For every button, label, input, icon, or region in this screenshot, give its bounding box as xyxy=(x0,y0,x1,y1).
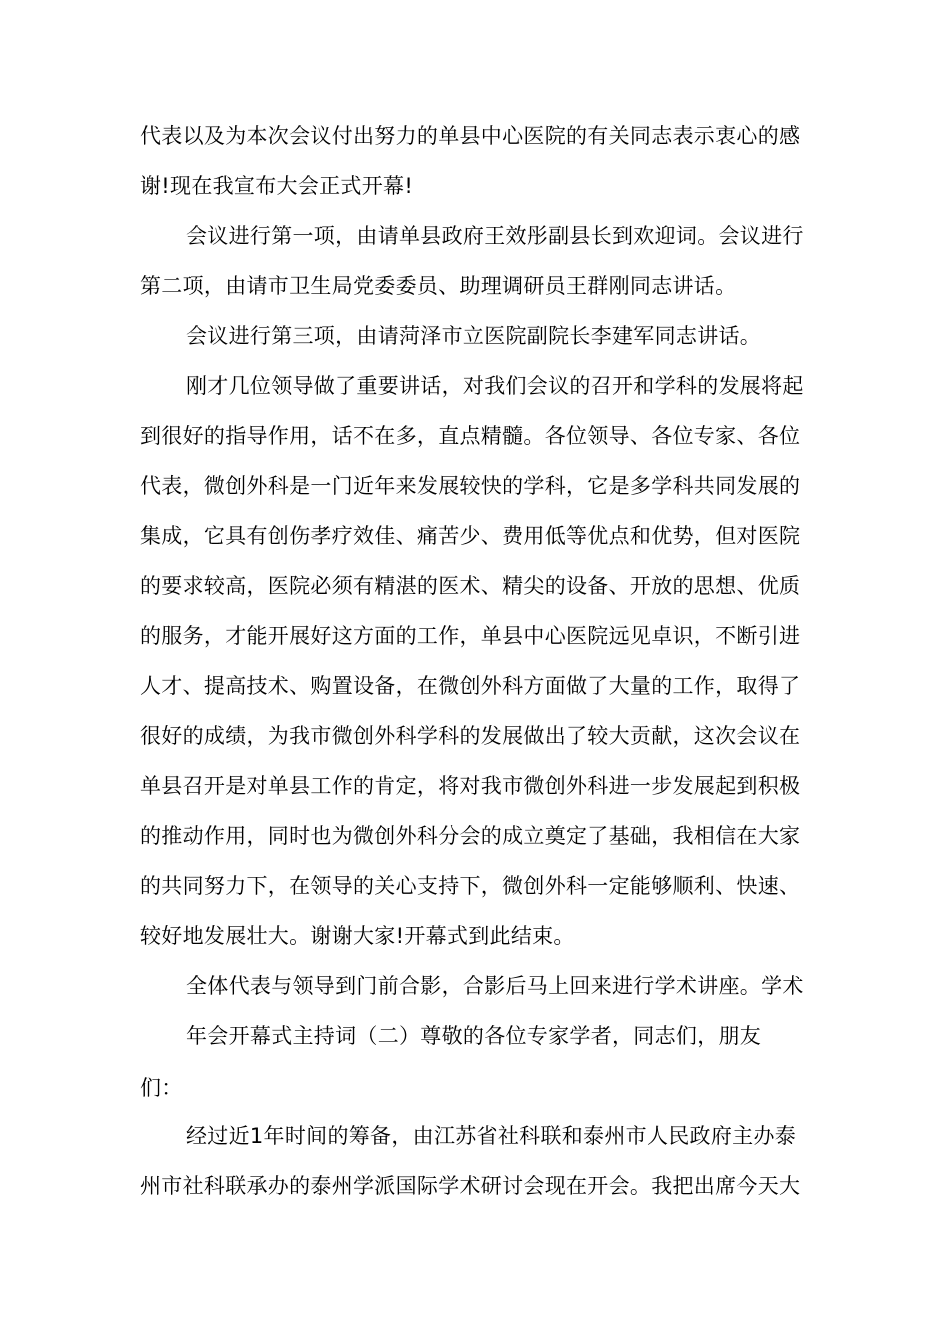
text-line-7: 到很好的指导作用，话不在多，直点精髓。各位领导、各位专家、各位 xyxy=(140,424,801,448)
text-line-9: 集成，它具有创伤孝疗效佳、痛苦少、费用低等优点和优势，但对医院 xyxy=(140,524,801,548)
text-line-15: 的推动作用，同时也为微创外科分会的成立奠定了基础，我相信在大家 xyxy=(140,824,801,848)
text-line-10: 的要求较高，医院必须有精湛的医术、精尖的设备、开放的思想、优质 xyxy=(140,574,801,598)
text-line-20: 们： xyxy=(140,1076,183,1100)
text-line-8: 代表，微创外科是一门近年来发展较快的学科，它是多学科共同发展的 xyxy=(140,474,801,498)
text-line-3: 会议进行第一项，由请单县政府王效彤副县长到欢迎词。会议进行 xyxy=(186,224,804,248)
text-line-16: 的共同努力下，在领导的关心支持下，微创外科一定能够顺利、快速、 xyxy=(140,874,801,898)
text-line-2: 谢!现在我宣布大会正式开幕! xyxy=(140,174,414,198)
text-line-1: 代表以及为本次会议付出努力的单县中心医院的有关同志表示衷心的感 xyxy=(140,124,801,148)
text-line-6: 刚才几位领导做了重要讲话，对我们会议的召开和学科的发展将起 xyxy=(186,374,804,398)
text-line-5: 会议进行第三项，由请菏泽市立医院副院长李建军同志讲话。 xyxy=(186,324,762,348)
text-line-18: 全体代表与领导到门前合影，合影后马上回来进行学术讲座。学术 xyxy=(186,974,804,998)
text-line-21: 经过近1年时间的筹备，由江苏省社科联和泰州市人民政府主办泰 xyxy=(186,1124,797,1148)
text-line-17: 较好地发展壮大。谢谢大家!开幕式到此结束。 xyxy=(140,924,575,948)
text-line-12: 人才、提高技术、购置设备，在微创外科方面做了大量的工作，取得了 xyxy=(140,674,801,698)
text-line-13: 很好的成绩，为我市微创外科学科的发展做出了较大贡献，这次会议在 xyxy=(140,724,801,748)
text-line-19: 年会开幕式主持词（二）尊敬的各位专家学者，同志们，朋友 xyxy=(186,1024,762,1048)
text-line-4: 第二项，由请市卫生局党委委员、助理调研员王群刚同志讲话。 xyxy=(140,274,737,298)
text-line-11: 的服务，才能开展好这方面的工作，单县中心医院远见卓识，不断引进 xyxy=(140,624,801,648)
text-line-14: 单县召开是对单县工作的肯定，将对我市微创外科进一步发展起到积极 xyxy=(140,774,801,798)
text-line-22: 州市社科联承办的泰州学派国际学术研讨会现在开会。我把出席今天大 xyxy=(140,1174,801,1198)
